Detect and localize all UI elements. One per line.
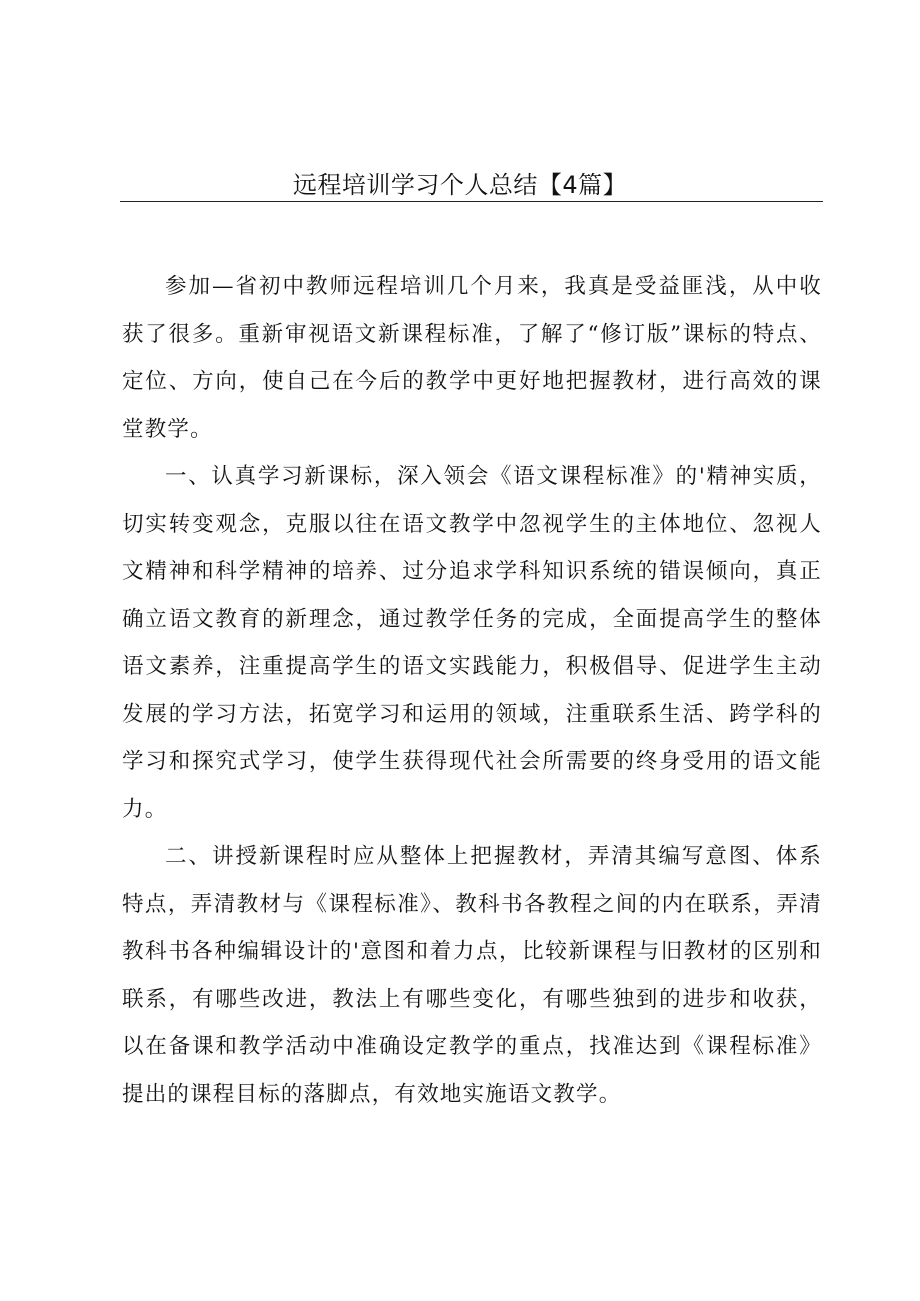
paragraph-point-one: 一、认真学习新课标，深入领会《语文课程标准》的'精神实质，切实转变观念，克服以往在语文教学中忽视学生的主体地位、忽视人文精神和科学精神的培养、过分追求学科知识系统的错误倾向，真正确立语文教育的新理念，通过教学任务的完成，全面提高学生的整体语文素养，注重提高学生的语文实践能力，积极倡导、促进学生主动发展的学习方法，拓宽学习和运用的领域，注重联系生活、跨学科的学习和探究式学习，使学生获得现代社会所需要的终身受用的语文能力。 <box>122 464 822 822</box>
paragraph-point-two: 二、讲授新课程时应从整体上把握教材，弄清其编写意图、体系特点，弄清教材与《课程标准》、教科书各教程之间的内在联系，弄清教科书各种编辑设计的'意图和着力点，比较新课程与旧教材的区别和联系，有哪些改进，教法上有哪些变化，有哪些独到的进步和收获，以在备课和教学活动中准确设定教学的重点，找准达到《课程标准》提出的课程目标的落脚点，有效地实施语文教学。 <box>122 844 822 1107</box>
document-body <box>122 263 822 1118</box>
document-title: 远程培训学习个人总结【4篇】 <box>292 171 628 199</box>
paragraph-intro: 参加—省初中教师远程培训几个月来，我真是受益匪浅，从中收获了很多。重新审视语文新课程标准，了解了“修订版”课标的特点、定位、方向，使自己在今后的教学中更好地把握教材，进行高效的课堂教学。 <box>122 274 822 442</box>
title-underline <box>120 201 823 202</box>
